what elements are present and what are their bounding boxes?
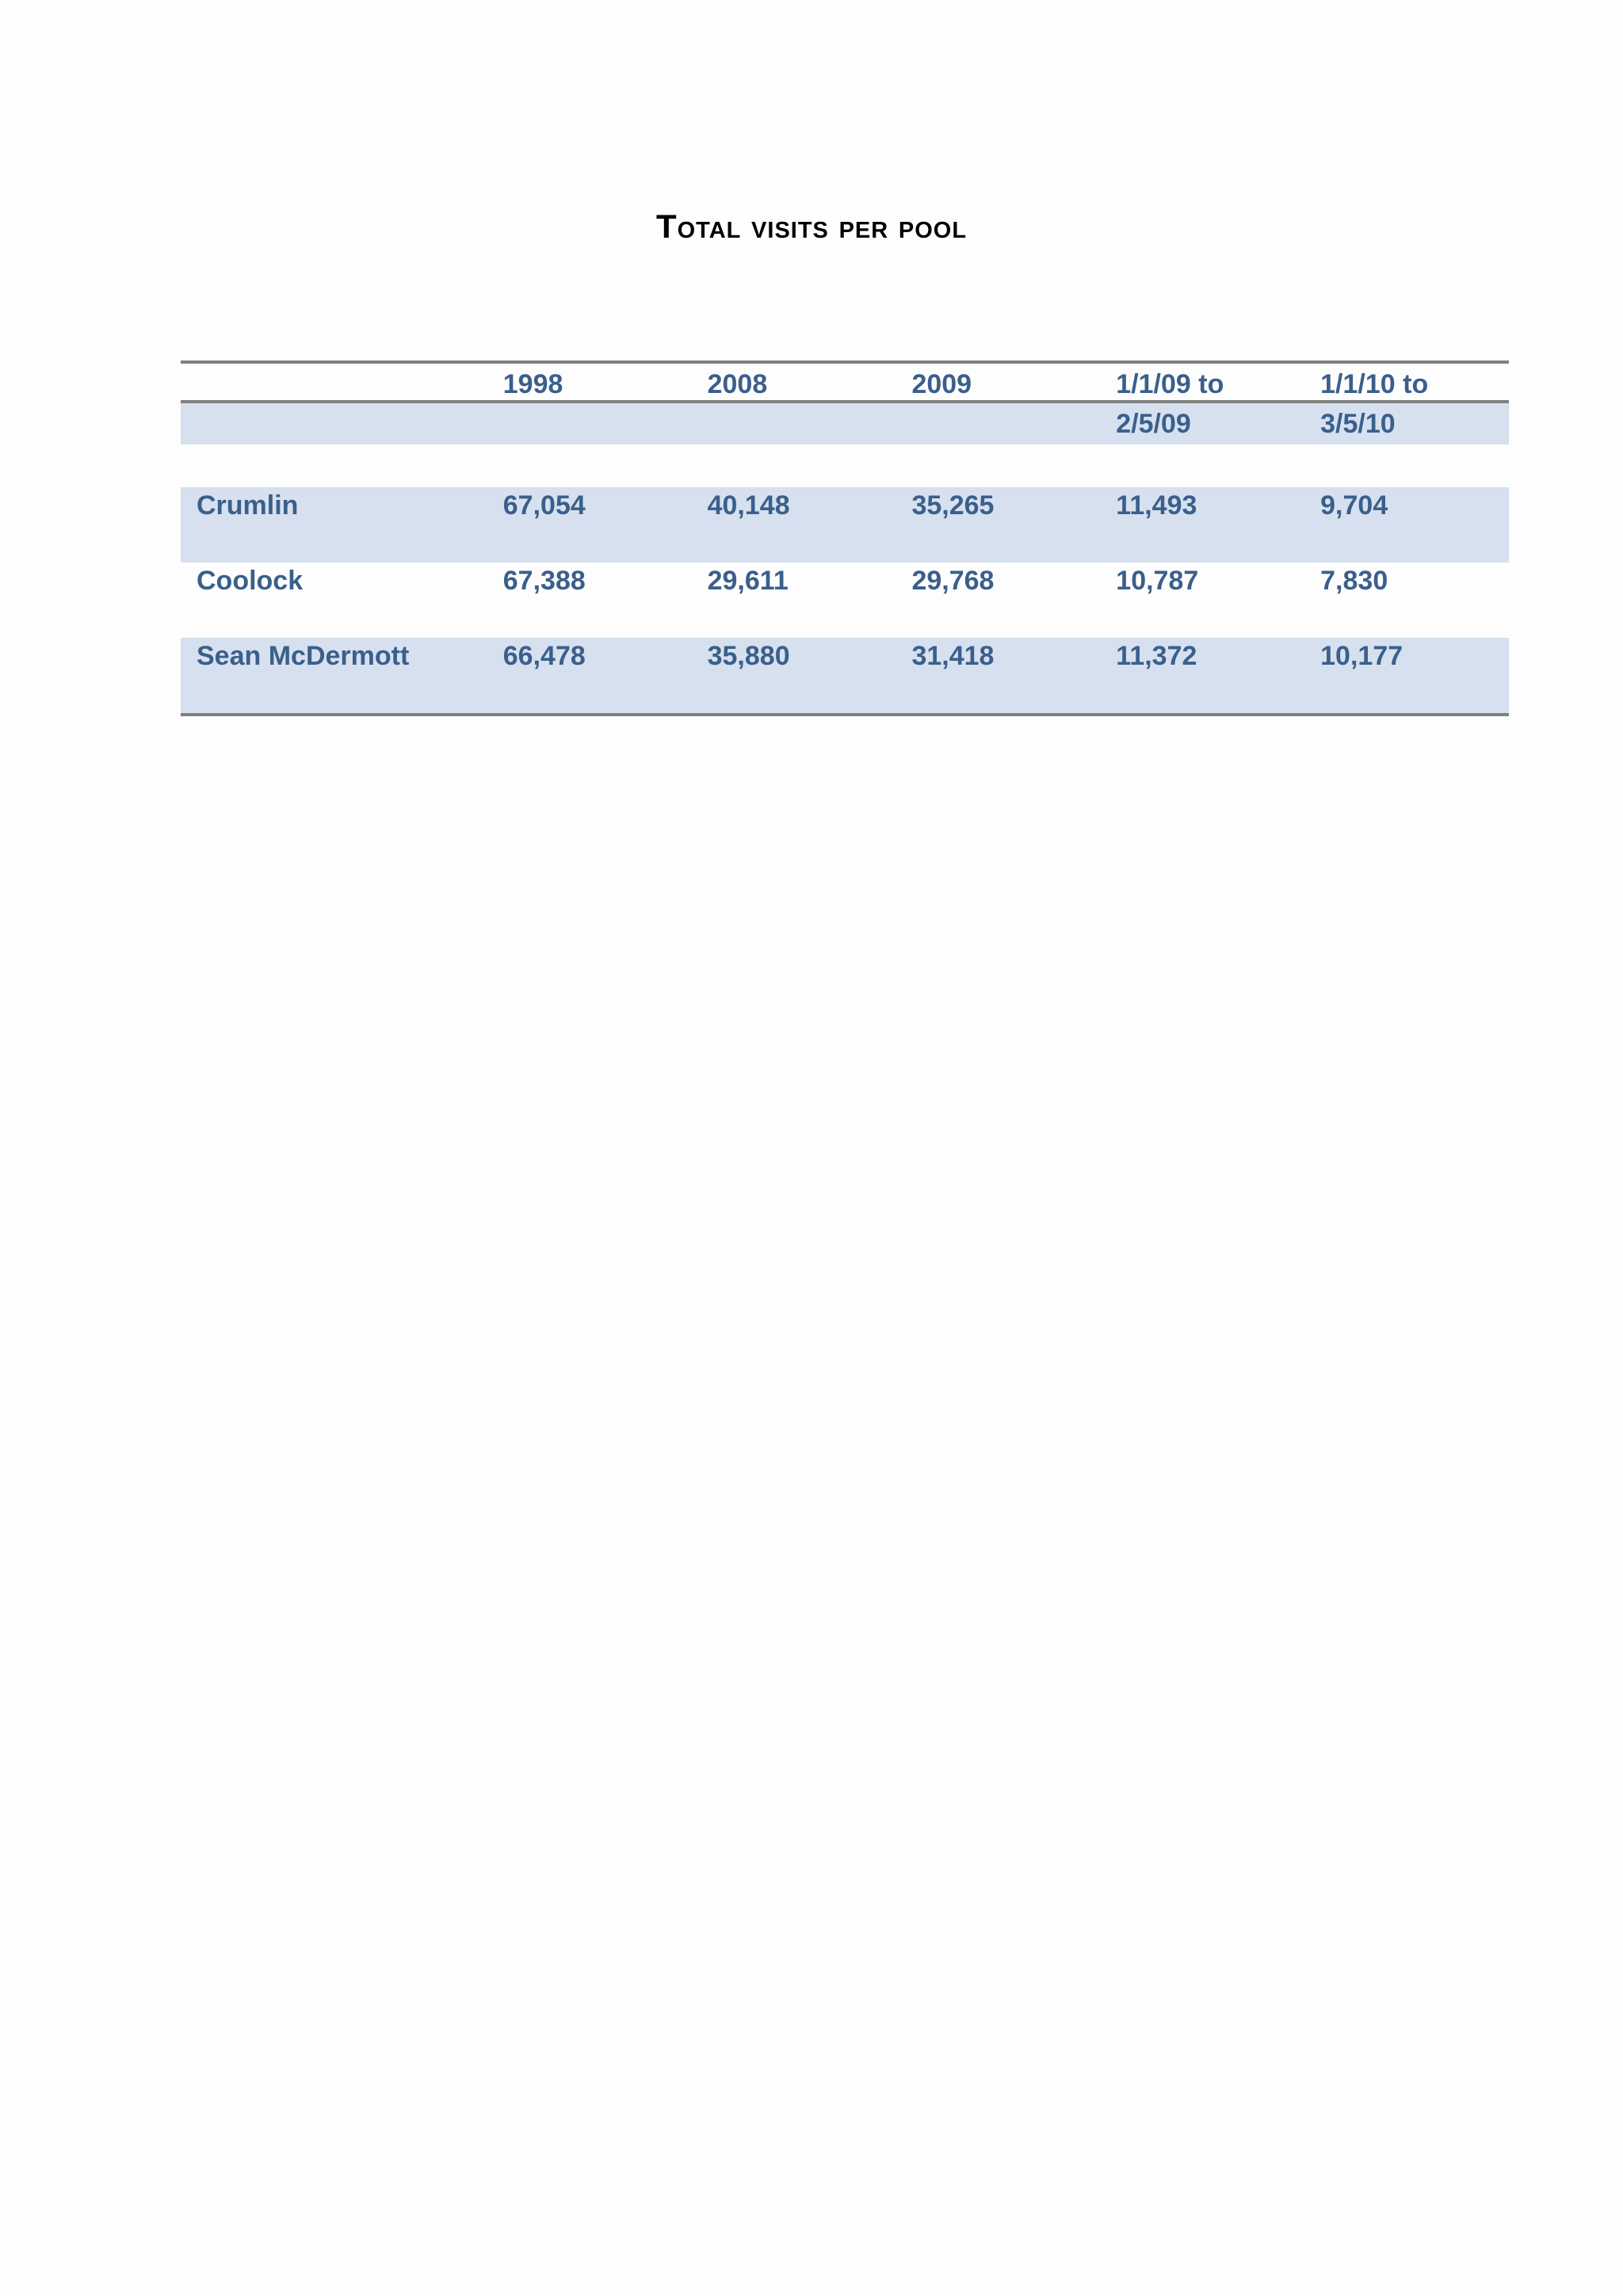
value-cell: 35,880 — [692, 638, 896, 715]
value-cell: 9,704 — [1304, 487, 1509, 563]
value-cell: 11,372 — [1100, 638, 1304, 715]
table-row — [181, 487, 1509, 563]
value-cell: 67,054 — [487, 487, 692, 563]
visits-table-container — [181, 360, 1509, 716]
value-cell: 29,768 — [896, 563, 1100, 638]
header-row-continued — [181, 402, 1509, 444]
visits-table — [181, 360, 1509, 716]
header-cell — [896, 402, 1100, 444]
value-cell: 29,611 — [692, 563, 896, 638]
spacer-cell — [181, 444, 1509, 487]
header-cell: 1998 — [487, 362, 692, 402]
value-cell: 66,478 — [487, 638, 692, 715]
header-cell — [181, 362, 487, 402]
page-title: Total visits per pool — [655, 208, 968, 245]
pool-name-cell: Sean McDermott — [181, 638, 487, 715]
value-cell: 67,388 — [487, 563, 692, 638]
pool-name-cell: Crumlin — [181, 487, 487, 563]
table-row — [181, 563, 1509, 638]
value-cell: 10,177 — [1304, 638, 1509, 715]
value-cell: 7,830 — [1304, 563, 1509, 638]
value-cell: 31,418 — [896, 638, 1100, 715]
value-cell: 40,148 — [692, 487, 896, 563]
header-cell: 2008 — [692, 362, 896, 402]
header-cell: 2009 — [896, 362, 1100, 402]
table-row — [181, 638, 1509, 715]
header-cell — [487, 402, 692, 444]
value-cell: 11,493 — [1100, 487, 1304, 563]
value-cell: 10,787 — [1100, 563, 1304, 638]
header-row — [181, 362, 1509, 402]
pool-name-cell: Coolock — [181, 563, 487, 638]
header-cell — [181, 402, 487, 444]
header-cell — [692, 402, 896, 444]
header-cell: 2/5/09 — [1100, 402, 1304, 444]
header-cell: 3/5/10 — [1304, 402, 1509, 444]
header-cell: 1/1/09 to — [1100, 362, 1304, 402]
spacer-row — [181, 444, 1509, 487]
value-cell: 35,265 — [896, 487, 1100, 563]
header-cell: 1/1/10 to — [1304, 362, 1509, 402]
